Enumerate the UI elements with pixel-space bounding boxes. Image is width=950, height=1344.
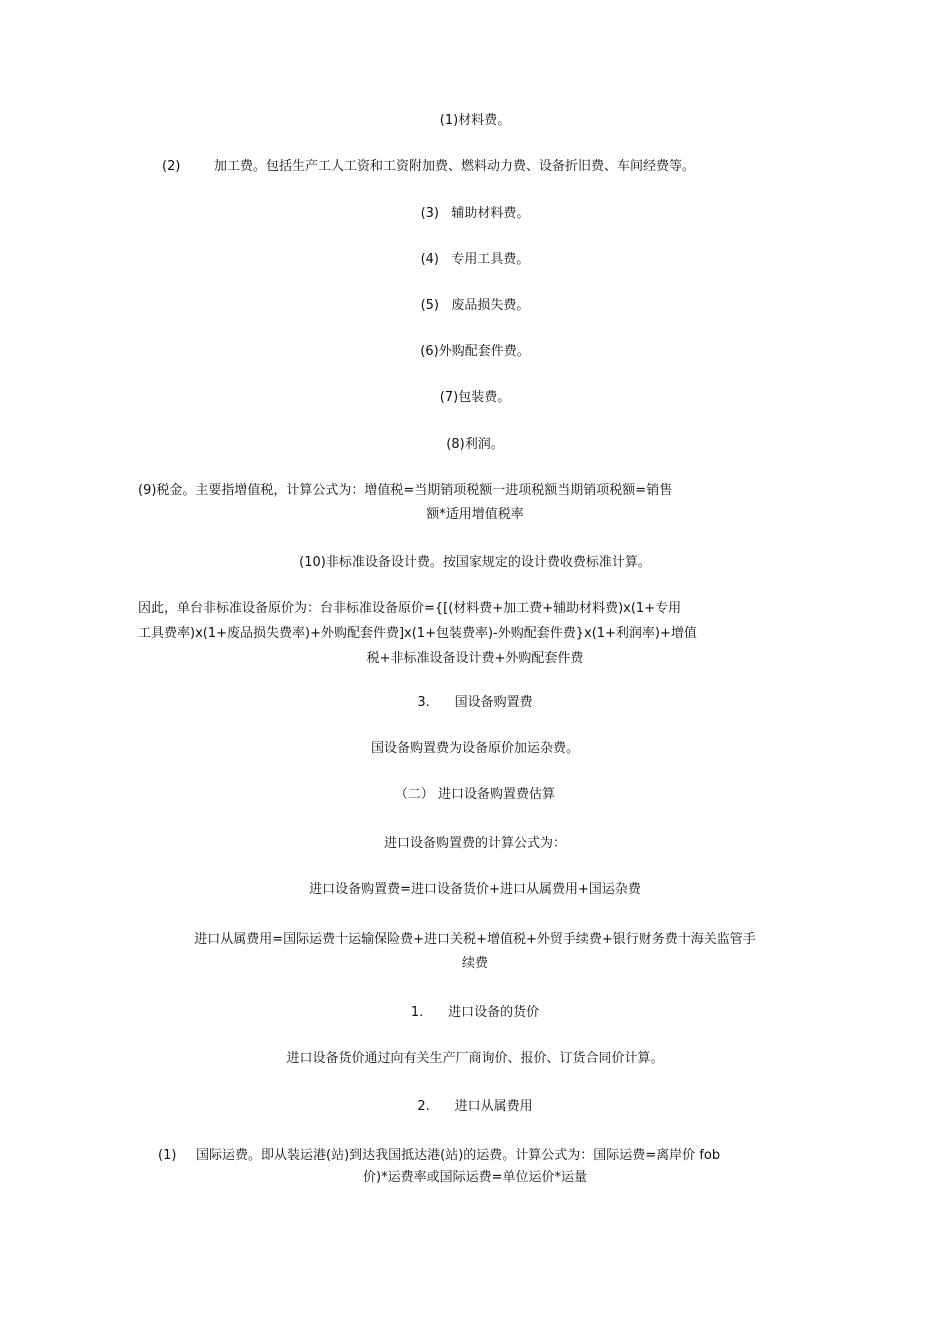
original-price-formula-line-1: 因此，单台非标准设备原价为：台非标准设备原价={[(材料费+加工费+辅助材料费)x(1+专用	[138, 601, 682, 616]
heading-number: 3.	[417, 695, 430, 710]
item-7-packaging: (7)包装费。	[439, 390, 511, 405]
item-text: 辅助材料费。	[451, 206, 530, 221]
intl-freight-line-1	[158, 1147, 720, 1165]
section-heading-import-equipment: （二） 进口设备购置费估算	[394, 787, 556, 802]
item-text: 废品损失费。	[451, 298, 530, 313]
item-5-scrap-loss	[0, 297, 950, 315]
ancillary-cost-formula-line-1: 进口从属费用=国际运费十运输保险费+进口关税+增值税+外贸手续费+银行财务费十海关监管手	[194, 932, 756, 947]
item-number: (3)	[420, 206, 439, 221]
intl-freight-line-2: 价)*运费率或国际运费=单位运价*运量	[363, 1170, 587, 1185]
item-10-design-fee: (10)非标准设备设计费。按国家规定的设计费收费标准计算。	[299, 555, 651, 570]
goods-price-paragraph: 进口设备货价通过向有关生产厂商询价、报价、订货合同价计算。	[286, 1051, 664, 1066]
item-8-profit: (8)利润。	[446, 437, 504, 452]
item-number: (2)	[162, 159, 181, 174]
item-text: 专用工具费。	[451, 252, 530, 267]
original-price-formula-line-2: 工具费率)x(1+废品损失费率)+外购配套件费]x(1+包装费率)-外购配套件费}x(1+利润率)+增值	[138, 626, 697, 641]
item-3-aux-material	[0, 205, 950, 223]
import-purchase-formula: 进口设备购置费=进口设备货价+进口从属费用+国运杂费	[309, 882, 641, 897]
heading-text: 进口从属费用	[454, 1099, 533, 1114]
domestic-equipment-paragraph: 国设备购置费为设备原价加运杂费。	[370, 741, 579, 756]
item-9-tax-line-2: 额*适用增值税率	[426, 507, 524, 522]
item-9-tax-line-1: (9)税金。主要指增值税，计算公式为：增值税=当期销项税额一进项税额当期销项税额=销售	[138, 483, 673, 498]
heading-text: 国设备购置费	[454, 695, 533, 710]
formula-intro: 进口设备购置费的计算公式为：	[383, 836, 566, 851]
item-2-processing-cost	[162, 158, 695, 176]
item-4-special-tools	[0, 251, 950, 269]
item-1-material-cost: (1)材料费。	[439, 113, 511, 128]
heading-3-domestic-equipment	[0, 694, 950, 712]
item-number: (1)	[158, 1148, 177, 1163]
item-number: (5)	[420, 298, 439, 313]
item-text: 国际运费。即从装运港(站)到达我国抵达港(站)的运费。计算公式为：国际运费=离岸价 fob	[196, 1148, 721, 1163]
heading-number: 2.	[417, 1099, 430, 1114]
heading-number: 1.	[410, 1005, 424, 1020]
item-number: (4)	[420, 252, 439, 267]
heading-text: 进口设备的货价	[448, 1005, 540, 1020]
original-price-formula-line-3: 税+非标准设备设计费+外购配套件费	[366, 651, 584, 666]
item-text: 加工费。包括生产工人工资和工资附加费、燃料动力费、设备折旧费、车间经费等。	[214, 159, 696, 174]
heading-2-ancillary-costs	[0, 1098, 950, 1116]
heading-1-goods-price	[0, 1004, 950, 1022]
item-6-outsourced-parts: (6)外购配套件费。	[420, 344, 530, 359]
ancillary-cost-formula-line-2: 续费	[461, 956, 488, 971]
